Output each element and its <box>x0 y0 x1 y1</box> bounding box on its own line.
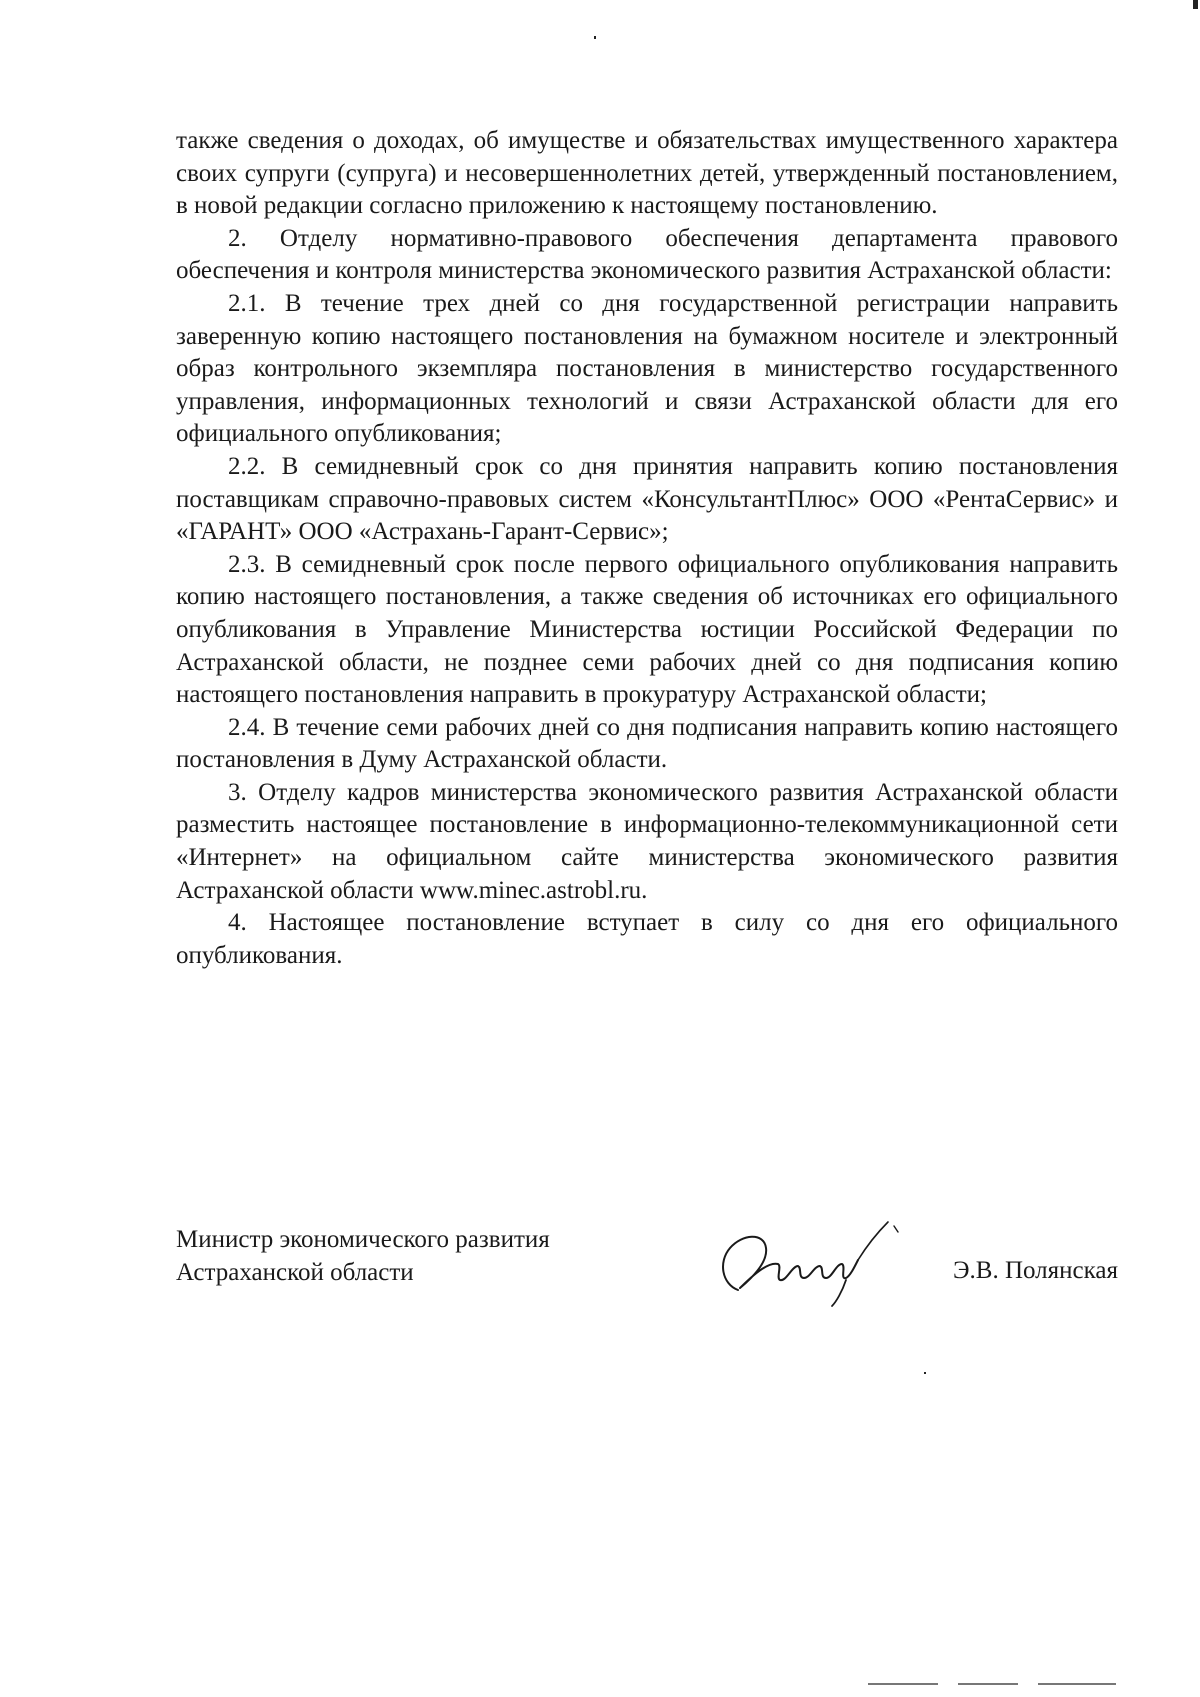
footer-mark <box>1038 1683 1116 1685</box>
paragraph-continuation: также сведения о доходах, об имуществе и обязательствах имущественного характера своих супруги (супруга) и несовершеннолетних детей, утвержденный постановлением, в новой редакции согласно приложению к настоящему постановлению. <box>176 127 1118 220</box>
signatory-name: Э.В. Полянская <box>953 1257 1118 1284</box>
footer-mark <box>868 1683 938 1685</box>
paragraph-2-1: 2.1. В течение трех дней со дня государственной регистрации направить заверенную копию настоящего постановления на бумажном носителе и электронный образ контрольного экземпляра постановления в министерство государственного управления, информационных технологий и связи Астраханской области для его официального опубликования; <box>176 289 1118 448</box>
signatory-title-line-2: Астраханской области <box>176 1258 414 1286</box>
paragraph-4: 4. Настоящее постановление вступает в силу со дня его официального опубликования. <box>176 909 1118 969</box>
footer-mark <box>958 1683 1018 1685</box>
paragraph-2: 2. Отделу нормативно-правового обеспечения департамента правового обеспечения и контроля министерства экономического развития Астраханской области: <box>176 224 1118 285</box>
scan-edge-mark <box>1193 0 1198 9</box>
footer-marks <box>868 1680 1118 1690</box>
handwritten-signature <box>708 1218 908 1308</box>
paragraph-2-3: 2.3. В семидневный срок после первого официального опубликования направить копию настоящего постановления, а также сведения об источниках его официального опубликования в Управление Министерства юстиции Российской Федерации по Астраханской области, не позднее семи рабочих дней со дня подписания копию настоящего постановления направить в прокуратуру Астраханской области; <box>176 550 1118 709</box>
scan-speck <box>924 1372 926 1374</box>
paragraph-2-2: 2.2. В семидневный срок со дня принятия направить копию постановления поставщикам справочно-правовых систем «КонсультантПлюс» ООО «РентаСервис» и «ГАРАНТ» ООО «Астрахань-Гарант-Сервис»; <box>176 452 1118 546</box>
paragraph-2-4: 2.4. В течение семи рабочих дней со дня подписания направить копию настоящего постановления в Думу Астраханской области. <box>176 713 1118 774</box>
paragraph-3: 3. Отделу кадров министерства экономического развития Астраханской области разместить настоящее постановление в информационно-телекоммуникационной сети «Интернет» на официальном сайте министерства экономического развития Астраханской области www.minec.astrobl.ru. <box>176 778 1118 904</box>
scan-speck <box>594 36 596 39</box>
document-body <box>176 125 1118 972</box>
signatory-title <box>176 1224 550 1289</box>
signature-block <box>176 1224 1118 1314</box>
signatory-title-line-1: Министр экономического развития <box>176 1226 550 1253</box>
